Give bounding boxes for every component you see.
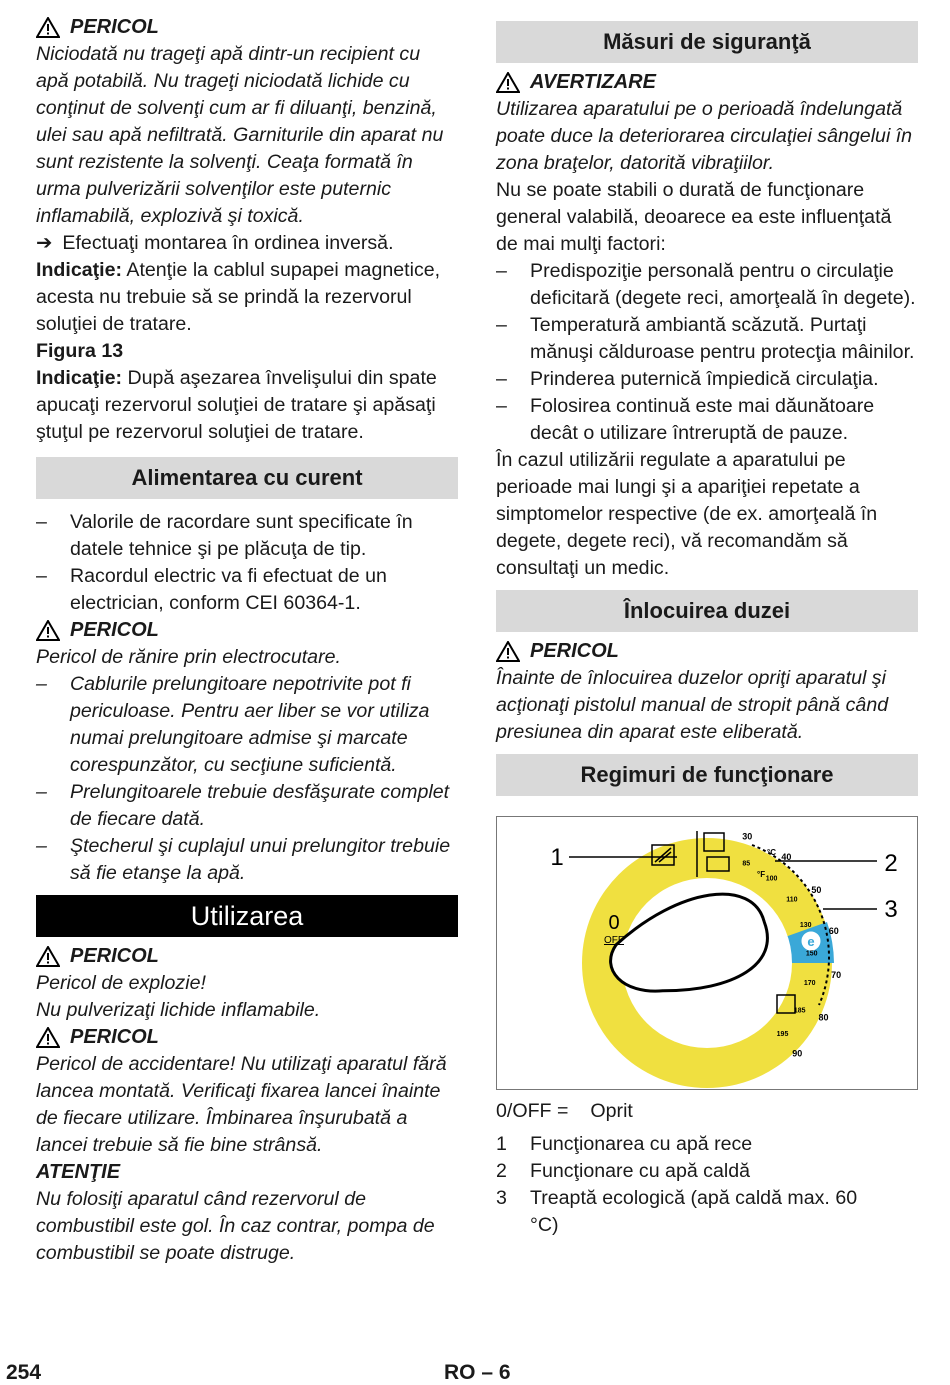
fahrenheit-scale-label: 110 <box>786 896 798 904</box>
list-item-text: Valorile de racordare sunt specificate în datele tehnice şi pe plăcuţa de tip. <box>70 511 413 560</box>
list-item: – Racordul electric va fi efectuat de un electrician, conform CEI 60364-1. <box>36 563 458 617</box>
danger-label: PERICOL <box>530 640 619 662</box>
section-code: RO – 6 <box>444 1361 511 1384</box>
warning-triangle-icon <box>36 946 60 967</box>
danger-text: Înainte de înlocuirea duzelor opriţi aparatul şi acţionaţi pistolul manual de stropit până când presiunea din aparat este eliberată. <box>496 667 889 743</box>
list-item-text: Ştecherul şi cuplajul unui prelungitor trebuie să fie etanşe la apă. <box>70 835 451 884</box>
paragraph: Nu se poate stabili o durată de funcţionare general valabilă, deoarece ea este influenţată de mai mulţi factori: <box>496 179 892 255</box>
danger-heading <box>496 638 918 665</box>
note-label: Indicaţie: <box>36 259 123 281</box>
figure-reference: Figura 13 <box>36 340 124 362</box>
arrow-right-icon: ➔ <box>36 232 53 254</box>
list-item-text: Prinderea puternică împiedică circulaţia. <box>530 368 879 390</box>
off-position-label: OFF <box>604 935 624 946</box>
note-label: Indicaţie: <box>36 367 123 389</box>
section-heading-operating-modes: Regimuri de funcţionare <box>496 754 918 796</box>
warning-triangle-icon <box>36 620 60 641</box>
fahrenheit-scale-label: 100 <box>765 875 778 883</box>
danger-heading <box>36 943 458 970</box>
legend-item <box>496 1131 918 1158</box>
celsius-scale-label: 70 <box>831 970 842 981</box>
warning-triangle-icon <box>36 1027 60 1048</box>
danger-heading <box>36 1024 458 1051</box>
paragraph: În cazul utilizării regulate a aparatului pe perioade mai lungi şi a apariţiei repetate a simptomelor respective (de ex. amorţeală în degete, degete reci), vă recomandăm să consultaţi un medic. <box>496 449 878 579</box>
list-item: – Predispoziţie personală pentru o circulaţie deficitară (degete reci, amorţeală în degete). <box>496 258 918 312</box>
caution-label: ATENŢIE <box>36 1161 121 1183</box>
left-column <box>36 14 458 1267</box>
list-item-text: Cablurile prelungitoare nepotrivite pot fi periculoase. Pentru aer liber se vor utiliza numai prelungitoare admise şi marcate corespunzător, cu secţiune suficientă. <box>70 673 430 776</box>
celsius-scale-label: 60 <box>828 925 839 936</box>
callout-2: 2 <box>884 850 898 877</box>
warning-triangle-icon <box>36 17 60 38</box>
fahrenheit-scale-label: 195 <box>776 1030 789 1038</box>
list-item: – Cablurile prelungitoare nepotrivite pot fi periculoase. Pentru aer liber se vor utiliza numai prelungitoare admise şi marcate corespunzător, cu secţiune suficientă. <box>36 671 458 779</box>
callout-1: 1 <box>550 844 564 871</box>
note-paragraph <box>36 257 458 338</box>
legend-key: 0/OFF = <box>496 1100 569 1122</box>
caution-text: Nu folosiţi aparatul când rezervorul de combustibil este gol. În caz contrar, pompa de combustibil se poate distruge. <box>36 1188 435 1264</box>
fahrenheit-scale-label: 85 <box>742 860 751 868</box>
danger-text: Pericol de explozie! <box>36 972 206 994</box>
operating-mode-dial-figure <box>496 816 918 1090</box>
section-heading-safety: Măsuri de siguranţă <box>496 21 918 63</box>
legend-text: Funcţionare cu apă caldă <box>530 1160 751 1182</box>
note-text: După aşezarea învelişului din spate apucaţi rezervorul soluţiei de tratare şi apăsaţi ştuţul pe rezervorul soluţiei de tratare. <box>36 367 437 443</box>
celsius-scale-label: 30 <box>742 831 753 842</box>
legend-number: 3 <box>496 1187 507 1209</box>
note-text: Atenţie la cablul supapei magnetice, acesta nu trebuie să se prindă la rezervorul soluţiei de tratare. <box>36 259 441 335</box>
warning-label: AVERTIZARE <box>530 71 656 93</box>
legend-number: 2 <box>496 1160 507 1182</box>
danger-label: PERICOL <box>70 619 159 641</box>
list-item: – Prelungitoarele trebuie desfăşurate complet de fiecare dată. <box>36 779 458 833</box>
celsius-scale-label: 90 <box>792 1048 803 1059</box>
danger-heading <box>36 617 458 644</box>
danger-text: Niciodată nu trageţi apă dintr-un recipient cu apă potabilă. Nu trageţi niciodată lichide cu conţinut de solvenţi cum ar fi diluanţi, benzină, ulei sau apă nefiltrată. Garniturile din aparat nu sunt rezistente la solvenţi. Ceaţa formată în urma pulverizării solvenţilor este puternic inflamabilă, explozivă şi toxică. <box>36 43 444 227</box>
instruction-step <box>36 230 458 257</box>
legend-item <box>496 1185 918 1239</box>
section-heading-usage: Utilizarea <box>36 895 458 937</box>
callout-3: 3 <box>884 896 898 923</box>
celsius-scale-label: 80 <box>818 1012 829 1023</box>
celsius-scale-label: 50 <box>811 884 822 895</box>
danger-label: PERICOL <box>70 945 159 967</box>
celsius-scale-label: 40 <box>781 852 792 863</box>
section-heading-power-supply: Alimentarea cu curent <box>36 457 458 499</box>
right-column <box>496 21 918 1239</box>
fahrenheit-unit: °F <box>757 870 766 879</box>
danger-label: PERICOL <box>70 16 159 38</box>
danger-text: Pericol de accidentare! Nu utilizaţi aparatul fără lancea montată. Verificaţi fixarea lancei înainte de fiecare utilizare. Îmbinarea înşurubată a lancei trebuie să fie bine strânsă. <box>36 1053 447 1156</box>
legend-off <box>496 1098 918 1125</box>
step-text: Efectuaţi montarea în ordinea inversă. <box>62 232 394 254</box>
list-item: – Temperatură ambiantă scăzută. Purtaţi mănuşi călduroase pentru protecţia mâinilor. <box>496 312 918 366</box>
off-position-number: 0 <box>608 912 620 934</box>
page-number: 254 <box>6 1361 42 1384</box>
danger-heading <box>36 14 458 41</box>
note-paragraph <box>36 365 458 446</box>
list-item-text: Racordul electric va fi efectuat de un electrician, conform CEI 60364-1. <box>70 565 387 614</box>
fahrenheit-scale-label: 130 <box>799 922 812 930</box>
list-item: – Folosirea continuă este mai dăunătoare decât o utilizare întreruptă de pauze. <box>496 393 918 447</box>
celsius-unit: °C <box>767 848 776 857</box>
list-item-text: Folosirea continuă este mai dăunătoare decât o utilizare întreruptă de pauze. <box>530 395 875 444</box>
warning-triangle-icon <box>496 641 520 662</box>
legend-number: 1 <box>496 1133 507 1155</box>
eco-symbol: e <box>807 934 815 949</box>
caution-heading <box>36 1159 458 1186</box>
fahrenheit-scale-label: 170 <box>803 979 816 987</box>
fahrenheit-scale-label: 185 <box>793 1007 806 1015</box>
list-item: – Valorile de racordare sunt specificate în datele tehnice şi pe plăcuţa de tip. <box>36 509 458 563</box>
legend-value: Oprit <box>590 1100 633 1122</box>
danger-text: Nu pulverizaţi lichide inflamabile. <box>36 999 321 1021</box>
section-heading-nozzle-replacement: Înlocuirea duzei <box>496 590 918 632</box>
legend-text: Funcţionarea cu apă rece <box>530 1133 753 1155</box>
mode-dial-diagram <box>497 817 917 1089</box>
legend-item <box>496 1158 918 1185</box>
warning-heading <box>496 69 918 96</box>
warning-text: Utilizarea aparatului pe o perioadă îndelungată poate duce la deteriorarea circulaţiei sângelui în zona braţelor, datorită vibraţiilor. <box>496 98 913 174</box>
warning-triangle-icon <box>496 72 520 93</box>
fahrenheit-scale-label: 150 <box>805 950 818 958</box>
list-item: – Prinderea puternică împiedică circulaţia. <box>496 366 918 393</box>
legend-text: Treaptă ecologică (apă caldă max. 60 °C) <box>530 1187 858 1236</box>
danger-label: PERICOL <box>70 1026 159 1048</box>
list-item-text: Prelungitoarele trebuie desfăşurate complet de fiecare dată. <box>70 781 450 830</box>
danger-text: Pericol de rănire prin electrocutare. <box>36 646 341 668</box>
list-item-text: Temperatură ambiantă scăzută. Purtaţi mănuşi călduroase pentru protecţia mâinilor. <box>530 314 915 363</box>
list-item: – Ştecherul şi cuplajul unui prelungitor trebuie să fie etanşe la apă. <box>36 833 458 887</box>
list-item-text: Predispoziţie personală pentru o circulaţie deficitară (degete reci, amorţeală în degete). <box>530 260 916 309</box>
